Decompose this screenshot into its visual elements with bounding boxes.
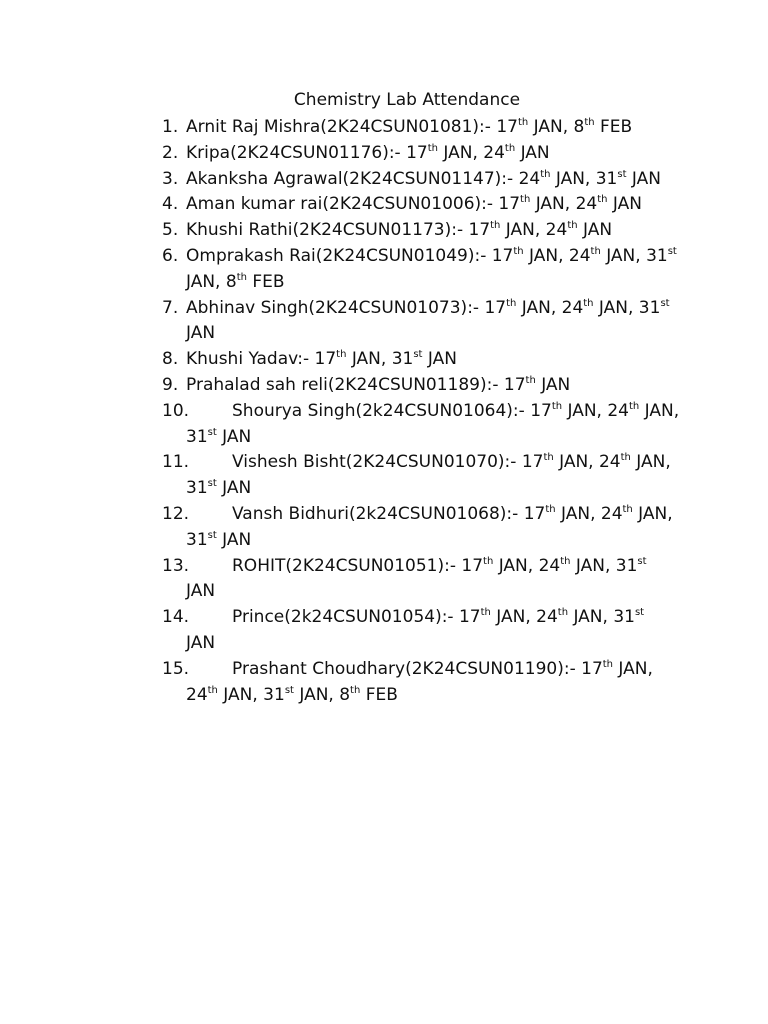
ordinal-suffix: th: [560, 555, 571, 567]
list-item-number: 3.: [162, 168, 179, 189]
list-item-number: 10.: [162, 400, 190, 421]
ordinal-suffix: th: [480, 607, 491, 619]
ordinal-suffix: st: [667, 245, 677, 257]
list-item-number: 12.: [162, 503, 190, 524]
attendance-list: [162, 115, 722, 708]
ordinal-suffix: th: [545, 503, 556, 515]
list-item-number: 9.: [162, 374, 179, 395]
ordinal-suffix: st: [637, 555, 647, 567]
ordinal-suffix: th: [483, 555, 494, 567]
ordinal-suffix: th: [597, 194, 608, 206]
ordinal-suffix: th: [525, 374, 536, 386]
list-item-text-line: 31st JAN: [186, 426, 252, 447]
ordinal-suffix: th: [557, 607, 569, 619]
ordinal-suffix: th: [583, 297, 594, 309]
list-item: [162, 502, 722, 554]
list-item: [162, 347, 722, 373]
list-item-text-line: ROHIT(2K24CSUN01051):- 17th JAN, 24th JAN, 31st: [232, 555, 647, 576]
list-item-number: 8.: [162, 349, 179, 370]
list-item-text-line: Arnit Raj Mishra(2K24CSUN01081):- 17th JAN, 8th FEB: [186, 117, 633, 137]
list-item-number: 13.: [162, 555, 190, 576]
list-item-text-line: JAN: [186, 323, 216, 344]
list-item: [162, 296, 722, 348]
ordinal-suffix: th: [350, 684, 361, 696]
list-item-text-line: 31st JAN: [186, 529, 252, 550]
list-item-number: 5.: [162, 220, 179, 241]
list-item: [162, 167, 722, 193]
list-item: [162, 218, 722, 244]
list-item-number: 4.: [162, 194, 179, 215]
ordinal-suffix: th: [551, 400, 563, 412]
list-item-number: 14.: [162, 607, 190, 628]
ordinal-suffix: th: [236, 271, 247, 283]
list-item-number: 7.: [162, 297, 179, 318]
list-item: [162, 399, 722, 451]
ordinal-suffix: st: [207, 529, 217, 541]
list-item: [162, 141, 722, 167]
list-item-number: 6.: [162, 245, 179, 266]
ordinal-suffix: st: [284, 684, 294, 696]
ordinal-suffix: th: [427, 142, 438, 154]
list-item-text-line: JAN, 8th FEB: [186, 271, 285, 292]
list-item: [162, 373, 722, 399]
ordinal-suffix: th: [602, 658, 614, 670]
list-item: [162, 450, 722, 502]
ordinal-suffix: th: [629, 400, 640, 412]
list-item-text-line: JAN: [186, 632, 216, 653]
list-item-text-line: Vishesh Bisht(2K24CSUN01070):- 17th JAN, 24th JAN,: [232, 452, 671, 473]
list-item-text-line: Khushi Rathi(2K24CSUN01173):- 17th JAN, 24th JAN: [186, 220, 613, 241]
ordinal-suffix: st: [207, 426, 217, 438]
list-item-number: 15.: [162, 658, 190, 679]
ordinal-suffix: th: [567, 220, 578, 232]
list-item: [162, 192, 722, 218]
list-item-text-line: Kripa(2K24CSUN01176):- 17th JAN, 24th JAN: [186, 142, 550, 163]
list-item-text-line: Aman kumar rai(2K24CSUN01006):- 17th JAN, 24th JAN: [186, 194, 642, 215]
ordinal-suffix: th: [540, 168, 551, 180]
ordinal-suffix: th: [620, 452, 631, 464]
ordinal-suffix: th: [513, 245, 524, 257]
ordinal-suffix: st: [413, 349, 423, 361]
list-item-text-line: 24th JAN, 31st JAN, 8th FEB: [186, 684, 398, 705]
ordinal-suffix: st: [634, 607, 645, 619]
ordinal-suffix: st: [207, 478, 217, 490]
list-item: [162, 115, 722, 141]
list-item-text-line: Shourya Singh(2k24CSUN01064):- 17th JAN, 24th JAN,: [232, 400, 680, 421]
list-item-text-line: Prashant Choudhary(2K24CSUN01190):- 17th JAN,: [232, 658, 653, 679]
ordinal-suffix: th: [517, 117, 529, 128]
list-item-number: 11.: [162, 452, 190, 473]
ordinal-suffix: th: [504, 142, 516, 154]
list-item-text-line: Khushi Yadav:- 17th JAN, 31st JAN: [186, 349, 457, 370]
ordinal-suffix: th: [622, 503, 633, 515]
ordinal-suffix: th: [336, 349, 347, 361]
list-item-number: 1.: [162, 117, 179, 137]
list-item: [162, 554, 722, 606]
ordinal-suffix: th: [506, 297, 517, 309]
ordinal-suffix: st: [660, 297, 670, 309]
list-item-number: 2.: [162, 142, 179, 163]
ordinal-suffix: th: [590, 245, 601, 257]
list-item-text-line: Prahalad sah reli(2K24CSUN01189):- 17th JAN: [186, 374, 571, 395]
ordinal-suffix: th: [520, 194, 531, 206]
ordinal-suffix: th: [207, 684, 218, 696]
list-item: [162, 244, 722, 296]
list-item-text-line: Vansh Bidhuri(2k24CSUN01068):- 17th JAN, 24th JAN,: [232, 503, 673, 524]
list-item: [162, 605, 722, 657]
ordinal-suffix: st: [617, 168, 627, 180]
document-title: Chemistry Lab Attendance: [293, 90, 521, 110]
list-item-text-line: JAN: [186, 581, 216, 602]
ordinal-suffix: th: [490, 220, 501, 232]
list-item-text-line: Prince(2k24CSUN01054):- 17th JAN, 24th JAN, 31st: [232, 607, 645, 628]
list-item-text-line: Abhinav Singh(2K24CSUN01073):- 17th JAN, 24th JAN, 31st: [186, 297, 670, 318]
list-item-text-line: Akanksha Agrawal(2K24CSUN01147):- 24th JAN, 31st JAN: [186, 168, 661, 189]
list-item-text-line: Omprakash Rai(2K24CSUN01049):- 17th JAN, 24th JAN, 31st: [186, 245, 677, 266]
ordinal-suffix: th: [543, 452, 554, 464]
list-item-text-line: 31st JAN: [186, 478, 252, 499]
ordinal-suffix: th: [584, 117, 595, 128]
list-item: [162, 657, 722, 709]
